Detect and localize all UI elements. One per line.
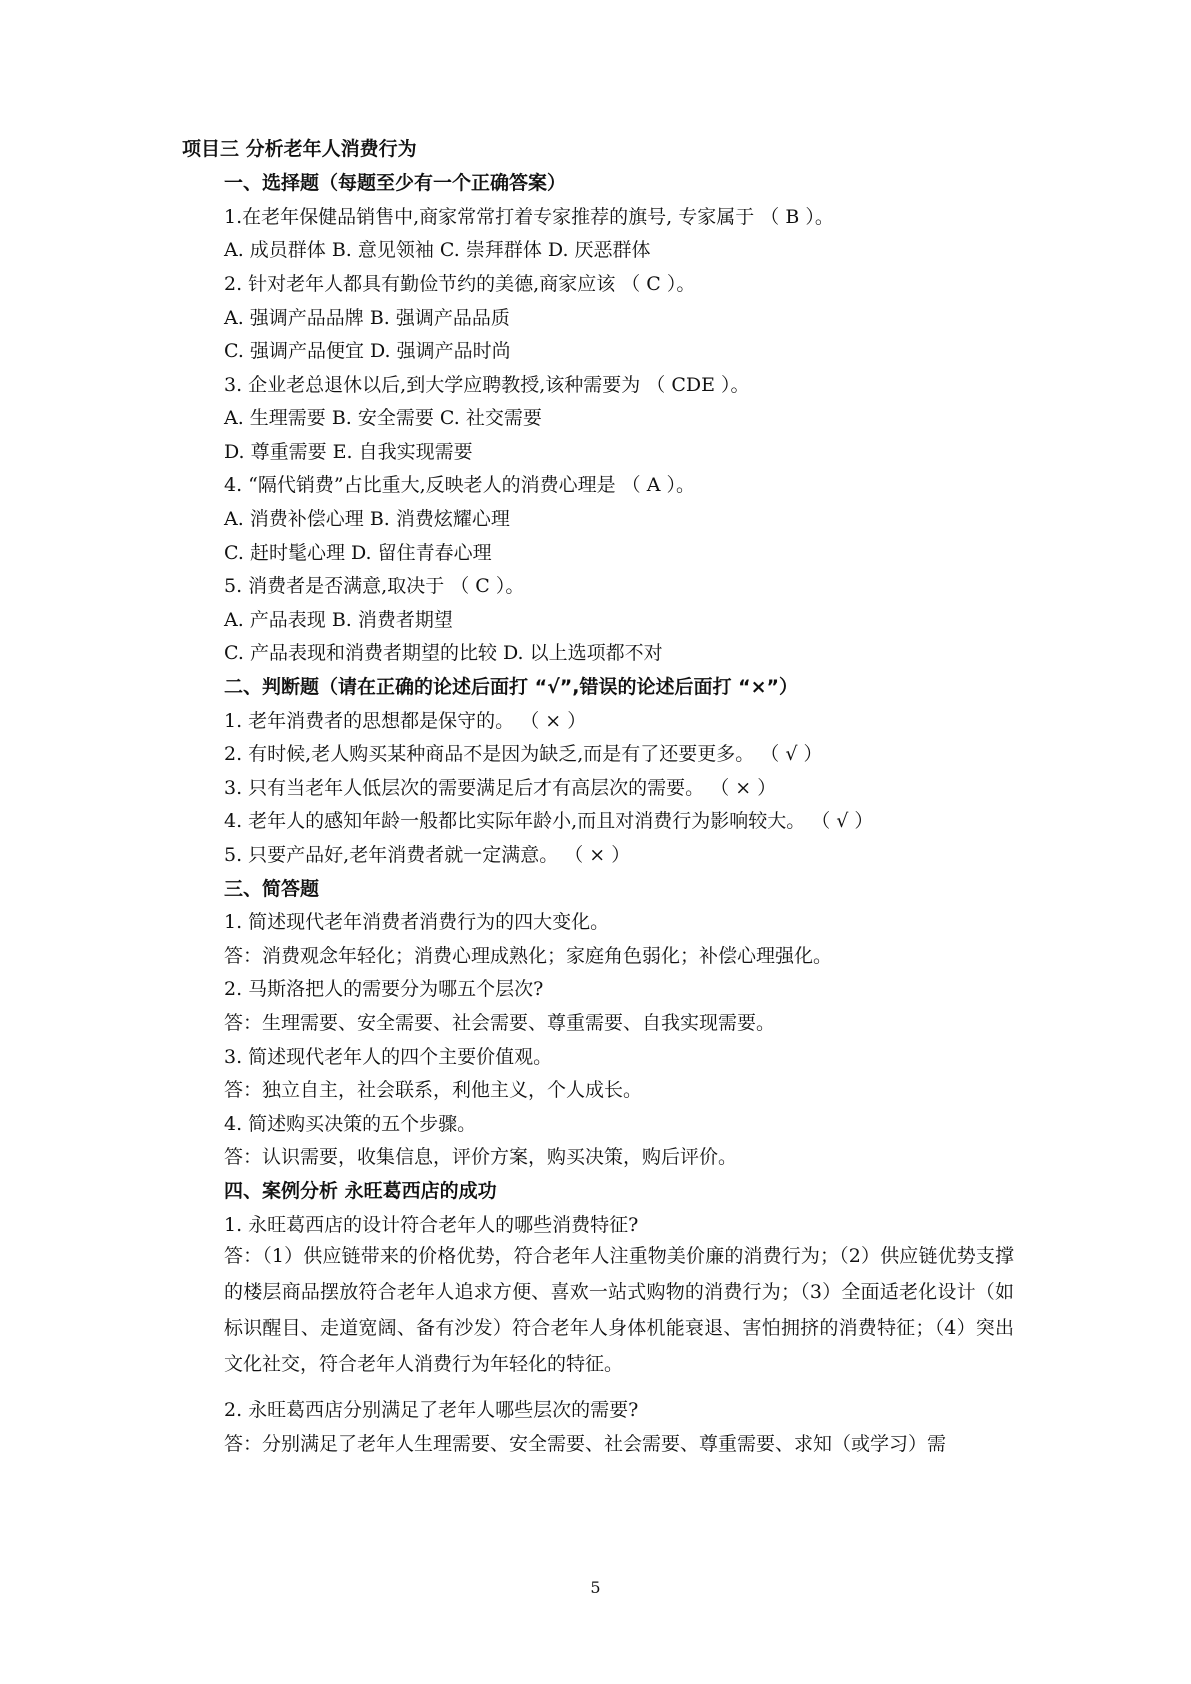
options-line: C. 赶时髦心理 D. 留住青春心理 — [224, 542, 492, 564]
judgement-line: 3. 只有当老年人低层次的需要满足后才有高层次的需要。 （ × ） — [224, 777, 777, 799]
judgement-line: 2. 有时候,老人购买某种商品不是因为缺乏,而是有了还要更多。 （ √ ） — [224, 743, 823, 765]
short-question: 1. 简述现代老年消费者消费行为的四大变化。 — [224, 911, 610, 933]
short-answer: 答：认识需要，收集信息，评价方案，购买决策，购后评价。 — [224, 1146, 738, 1168]
case-question-1: 1. 永旺葛西店的设计符合老年人的哪些消费特征? — [224, 1214, 639, 1236]
section-3-heading: 三、简答题 — [224, 878, 320, 900]
project-title: 项目三 分析老年人消费行为 — [182, 138, 417, 160]
page-number: 5 — [590, 1578, 601, 1597]
section-4-heading: 四、案例分析 永旺葛西店的成功 — [224, 1180, 497, 1202]
options-line: D. 尊重需要 E. 自我实现需要 — [224, 441, 473, 463]
question-line: 2. 针对老年人都具有勤俭节约的美德,商家应该 （ C ）。 — [224, 273, 696, 295]
question-line: 5. 消费者是否满意,取决于 （ C ）。 — [224, 575, 525, 597]
judgement-line: 5. 只要产品好,老年消费者就一定满意。 （ × ） — [224, 844, 631, 866]
options-line: A. 生理需要 B. 安全需要 C. 社交需要 — [224, 407, 542, 429]
judgement-line: 1. 老年消费者的思想都是保守的。 （ × ） — [224, 710, 587, 732]
section-2-heading: 二、判断题（请在正确的论述后面打 “√”,错误的论述后面打 “×”） — [224, 676, 798, 698]
question-line: 1.在老年保健品销售中,商家常常打着专家推荐的旗号, 专家属于 （ B ）。 — [224, 206, 834, 228]
judgement-line: 4. 老年人的感知年龄一般都比实际年龄小,而且对消费行为影响较大。 （ √ ） — [224, 810, 874, 832]
short-answer: 答：消费观念年轻化；消费心理成熟化；家庭角色弱化；补偿心理强化。 — [224, 945, 833, 967]
short-answer: 答：生理需要、安全需要、社会需要、尊重需要、自我实现需要。 — [224, 1012, 776, 1034]
options-line: C. 强调产品便宜 D. 强调产品时尚 — [224, 340, 511, 362]
options-line: C. 产品表现和消费者期望的比较 D. 以上选项都不对 — [224, 642, 663, 664]
short-answer: 答：独立自主，社会联系，利他主义，个人成长。 — [224, 1079, 643, 1101]
case-answer-1: 答：（1）供应链带来的价格优势，符合老年人注重物美价廉的消费行为；（2）供应链优势支撑的楼层商品摆放符合老年人追求方便、喜欢一站式购物的消费行为；（3）全面适老化设计（如标识醒目、走道宽阔、备有沙发）符合老年人身体机能衰退、害怕拥挤的消费特征；（4）突出文化社交，符合老年人消费行为年轻化的特征。 — [224, 1245, 1014, 1375]
short-question: 4. 简述购买决策的五个步骤。 — [224, 1113, 477, 1135]
options-line: A. 成员群体 B. 意见领袖 C. 崇拜群体 D. 厌恶群体 — [224, 239, 651, 261]
options-line: A. 产品表现 B. 消费者期望 — [224, 609, 453, 631]
options-line: A. 消费补偿心理 B. 消费炫耀心理 — [224, 508, 510, 530]
section-1-heading: 一、选择题（每题至少有一个正确答案） — [224, 172, 567, 194]
question-line: 4. “隔代销费”占比重大,反映老人的消费心理是 （ A ）。 — [224, 474, 695, 496]
short-question: 3. 简述现代老年人的四个主要价值观。 — [224, 1046, 553, 1068]
case-answer-2: 答：分别满足了老年人生理需要、安全需要、社会需要、尊重需要、求知（或学习）需 — [224, 1433, 947, 1455]
question-line: 3. 企业老总退休以后,到大学应聘教授,该种需要为 （ CDE ）。 — [224, 374, 750, 396]
options-line: A. 强调产品品牌 B. 强调产品品质 — [224, 307, 510, 329]
short-question: 2. 马斯洛把人的需要分为哪五个层次? — [224, 978, 544, 1000]
case-question-2: 2. 永旺葛西店分别满足了老年人哪些层次的需要? — [224, 1399, 639, 1421]
